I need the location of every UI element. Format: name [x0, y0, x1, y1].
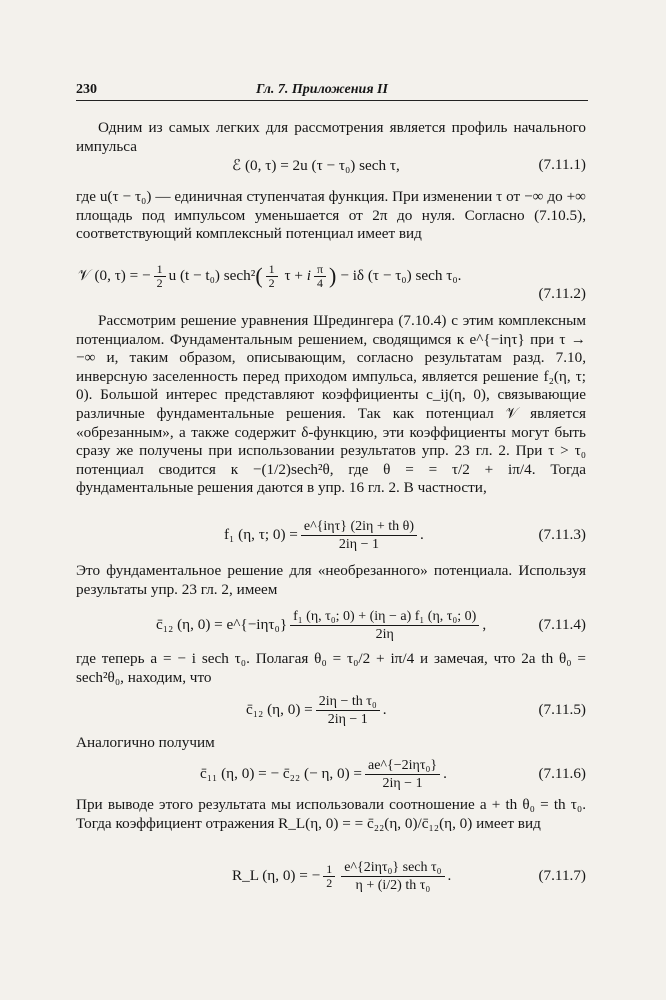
fraction-denominator: 2iη − 1	[338, 536, 379, 552]
fraction-denominator: 2	[268, 275, 275, 290]
fraction-numerator: f₁ (η, τ₀; 0) + (iη − a) f₁ (η, τ₀; 0)	[290, 608, 479, 626]
equation-7-11-6	[76, 754, 586, 794]
fraction-numerator: 1	[266, 263, 278, 277]
paragraph-5: где теперь a = − i sech τ₀. Полагая θ₀ = τ₀/2 + iπ/4 и замечая, что 2a th θ₀ = sech²θ₀, находим, что	[76, 650, 586, 686]
eq-punct: .	[447, 867, 452, 884]
equation-body: ℰ (0, τ) = 2u (τ − τ₀) sech τ,	[232, 156, 400, 174]
eq-lhs: 𝒱 (0, τ) = −	[78, 267, 151, 284]
equation-7-11-1	[76, 150, 586, 180]
equation-7-11-3	[76, 515, 586, 555]
eq-term: τ + i	[280, 267, 311, 284]
eq-lhs: f₁ (η, τ; 0) =	[224, 526, 298, 543]
eq-lhs: R_L (η, 0) = −	[232, 867, 321, 884]
fraction-denominator: η + (i/2) th τ₀	[355, 877, 431, 893]
fraction-numerator: e^{2iητ₀} sech τ₀	[341, 859, 444, 877]
eq-rhs: − iδ (τ − τ₀) sech τ₀.	[340, 267, 462, 284]
eq-lhs: c̄₁₂ (η, 0) = e^{−iητ₀}	[156, 616, 288, 633]
fraction	[290, 608, 479, 643]
fraction-denominator: 2iη − 1	[327, 711, 368, 727]
eq-punct: .	[382, 701, 387, 718]
eq-term: u (t − t₀) sech²	[168, 267, 256, 284]
eq-punct: .	[419, 526, 424, 543]
paragraph-3: Рассмотрим решение уравнения Шредингера (7.10.4) с этим комплексным потенциалом. Фундаментальным решением, сводящимся к e^{−iητ} при τ → −∞ и, таким образом, описывающим, согласно результатам разд. 7.10, инверсную заселенность перед приходом импульса, является решение f₂(η, τ; 0). Большой интерес представляют коэффициенты c_ij(η, 0), связывающие различные фундаментальные решения. Так как потенциал 𝒱 является «обрезанным», а также содержит δ-функцию, эти коэффициенты могут быть сразу же получены при использовании результатов упр. 23 гл. 2. При τ > τ₀ потенциал сводится к −(1/2)sech²θ, где θ = = τ/2 + iπ/4. Тогда фундаментальные решения даются в упр. 16 гл. 2. В частности,	[76, 312, 586, 497]
fraction	[323, 863, 335, 890]
fraction-denominator: 4	[316, 275, 323, 290]
equation-7-11-7	[76, 856, 586, 896]
fraction	[301, 518, 417, 553]
equation-number: (7.11.1)	[538, 156, 586, 173]
fraction-denominator: 2iη − 1	[382, 775, 423, 791]
equation-body	[232, 856, 451, 896]
paragraph-2: где u(τ − τ₀) — единичная ступенчатая функция. При изменении τ от −∞ до +∞ площадь под импульсом уменьшается от 2π до нуля. Согласно (7.10.5), соответствующий комплексный потенциал имеет вид	[76, 188, 586, 243]
fraction-numerator: π	[314, 263, 326, 277]
equation-number: (7.11.6)	[538, 765, 586, 782]
page-header	[76, 82, 588, 101]
page-number: 230	[76, 82, 97, 97]
fraction-numerator: 1	[154, 263, 166, 277]
fraction-numerator: 2iη − th τ₀	[316, 693, 380, 711]
eq-punct: .	[443, 765, 447, 782]
running-title: Гл. 7. Приложения II	[256, 82, 388, 97]
paragraph-4: Это фундаментальное решение для «необрезанного» потенциала. Используя результаты упр. 23 гл. 2, имеем	[76, 562, 586, 598]
fraction-denominator: 2	[156, 275, 163, 290]
paragraph-1: Одним из самых легких для рассмотрения является профиль начального импульса	[76, 119, 586, 155]
fraction-numerator: ae^{−2iητ₀}	[365, 757, 440, 775]
equation-number: (7.11.2)	[538, 285, 586, 302]
equation-7-11-5	[76, 690, 586, 730]
eq-lhs: c̄₁₂ (η, 0) =	[246, 701, 313, 718]
fraction	[316, 693, 380, 728]
equation-body	[200, 754, 447, 794]
equation-number-row	[76, 284, 586, 304]
eq-punct: ,	[482, 616, 487, 633]
paragraph-7: При выводе этого результата мы использовали соотношение a + th θ₀ = th τ₀. Тогда коэффициент отражения R_L(η, 0) = = c̄₂₂(η, 0)/c̄₁₂(η, 0) имеет вид	[76, 796, 586, 832]
equation-number: (7.11.3)	[538, 526, 586, 543]
equation-body	[156, 605, 486, 645]
eq-lhs: c̄₁₁ (η, 0) = − c̄₂₂ (− η, 0) =	[200, 765, 362, 782]
paragraph-6: Аналогично получим	[76, 734, 215, 751]
equation-number: (7.11.4)	[538, 616, 586, 633]
equation-number: (7.11.5)	[538, 701, 586, 718]
fraction-denominator: 2	[326, 875, 333, 890]
fraction-numerator: e^{iητ} (2iη + th θ)	[301, 518, 417, 536]
fraction	[365, 757, 440, 792]
equation-body	[246, 690, 387, 730]
fraction-numerator: 1	[323, 863, 335, 877]
fraction-denominator: 2iη	[375, 626, 394, 642]
equation-body	[224, 515, 424, 555]
equation-7-11-4	[76, 605, 586, 645]
equation-number: (7.11.7)	[538, 867, 586, 884]
equation-body: 𝒱 (0, τ) = − $\frac{1}{2}$ u (t − t₀) sech² ( $\frac{1}{2}$ τ + i $\frac{\pi}{4}$ ) − iδ (τ − τ₀) sech τ₀.	[78, 261, 462, 290]
fraction	[341, 859, 444, 894]
